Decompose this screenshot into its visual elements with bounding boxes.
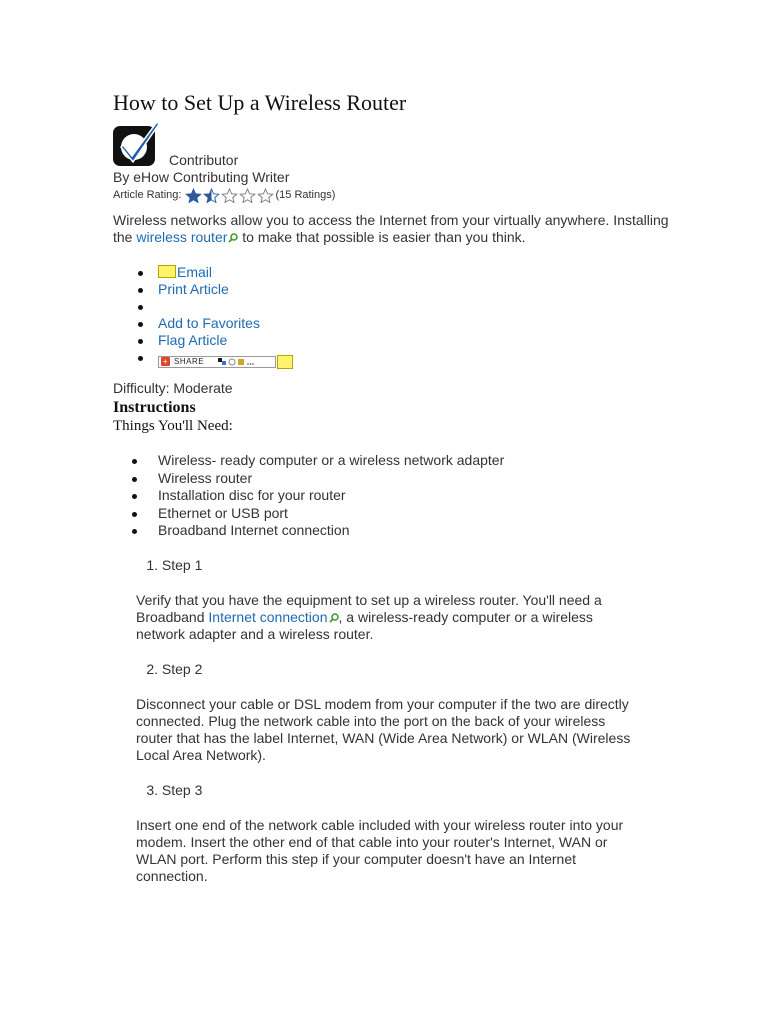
step-heading: [136, 557, 673, 574]
step-body: [136, 592, 636, 643]
magnifier-icon[interactable]: [329, 613, 339, 623]
things-needed-list: [113, 452, 673, 540]
author-row: [113, 118, 673, 168]
instructions-heading: Instructions: [113, 399, 196, 416]
action-share[interactable]: [113, 349, 673, 366]
print-article-link[interactable]: Print Article: [158, 281, 229, 297]
share-bar[interactable]: [158, 355, 293, 369]
page-title: How to Set Up a Wireless Router: [113, 90, 407, 115]
add-to-favorites-link[interactable]: Add to Favorites: [158, 315, 260, 331]
action-favorites[interactable]: [113, 315, 673, 332]
flag-article-link[interactable]: Flag Article: [158, 332, 228, 348]
action-print[interactable]: [113, 281, 673, 298]
email-icon[interactable]: [158, 265, 176, 278]
share-label: SHARE: [174, 357, 205, 366]
step-heading: [136, 661, 673, 678]
list-item: Ethernet or USB port: [113, 505, 673, 523]
email-link[interactable]: Email: [177, 264, 213, 280]
byline: By eHow Contributing Writer: [113, 169, 290, 185]
action-flag[interactable]: [113, 332, 673, 349]
step-heading: [136, 782, 673, 799]
list-item: Wireless router: [113, 470, 673, 488]
star-icon[interactable]: [257, 188, 274, 203]
list-item: Broadband Internet connection: [113, 522, 673, 540]
list-item: Wireless- ready computer or a wireless network adapter: [113, 452, 673, 470]
star-icon[interactable]: [203, 188, 220, 203]
step-text-end: , a wireless-ready computer or a wireless network adapter and a wireless router.: [136, 608, 593, 642]
rating-label: Article Rating:: [113, 189, 182, 201]
article-rating: [113, 186, 673, 204]
intro-paragraph: [113, 212, 673, 246]
step-text: Verify that you have the equipment to set up a wireless router. You'll need a Broadband: [136, 591, 602, 625]
magnifier-icon[interactable]: [228, 233, 238, 243]
step-body: Insert one end of the network cable included with your wireless router into your modem. Insert the other end of that cable into your router's Internet, WAN or WLAN port. Perform this step if your computer doesn't have an Internet connection.: [136, 816, 624, 884]
star-icon[interactable]: [185, 188, 202, 203]
share-end-icon[interactable]: [277, 355, 293, 369]
intro-text-end: to make that possible is easier than you think.: [238, 229, 526, 245]
step-title: Step 1: [161, 556, 203, 573]
article: [113, 88, 673, 903]
contributor-label: Contributor: [169, 152, 239, 168]
difficulty: Difficulty: Moderate: [113, 380, 233, 396]
intro-text: Wireless networks allow you to access the Internet from your virtually anywhere. Installing the: [113, 212, 669, 245]
rating-stars[interactable]: [185, 188, 275, 203]
article-actions: [113, 264, 673, 366]
bookmark-icons: [218, 357, 254, 366]
step-number: 3.: [146, 781, 158, 798]
step-number: 1.: [146, 556, 158, 573]
step-number: 2.: [146, 660, 158, 677]
share-button[interactable]: [158, 356, 276, 368]
step-title: Step 2: [161, 660, 203, 677]
rating-count: (15 Ratings): [275, 189, 336, 201]
checkmark-logo-icon: [113, 120, 161, 168]
star-icon[interactable]: [221, 188, 238, 203]
star-icon[interactable]: [239, 188, 256, 203]
step-title: Step 3: [161, 781, 203, 798]
share-icon: +: [162, 357, 169, 366]
wireless-router-link[interactable]: wireless router: [136, 229, 228, 245]
action-email[interactable]: [113, 264, 673, 281]
action-empty: [113, 298, 673, 315]
steps-list: [113, 557, 673, 885]
internet-connection-link[interactable]: Internet connection: [208, 608, 328, 625]
list-item: Installation disc for your router: [113, 487, 673, 505]
step-body: Disconnect your cable or DSL modem from your computer if the two are directly connected. Plug the network cable into the port on the back of your wireless router that has the label Internet, WAN (Wide Area Network) or WLAN (Wireless Local Area Network).: [136, 695, 631, 763]
things-heading: Things You'll Need:: [113, 418, 233, 434]
